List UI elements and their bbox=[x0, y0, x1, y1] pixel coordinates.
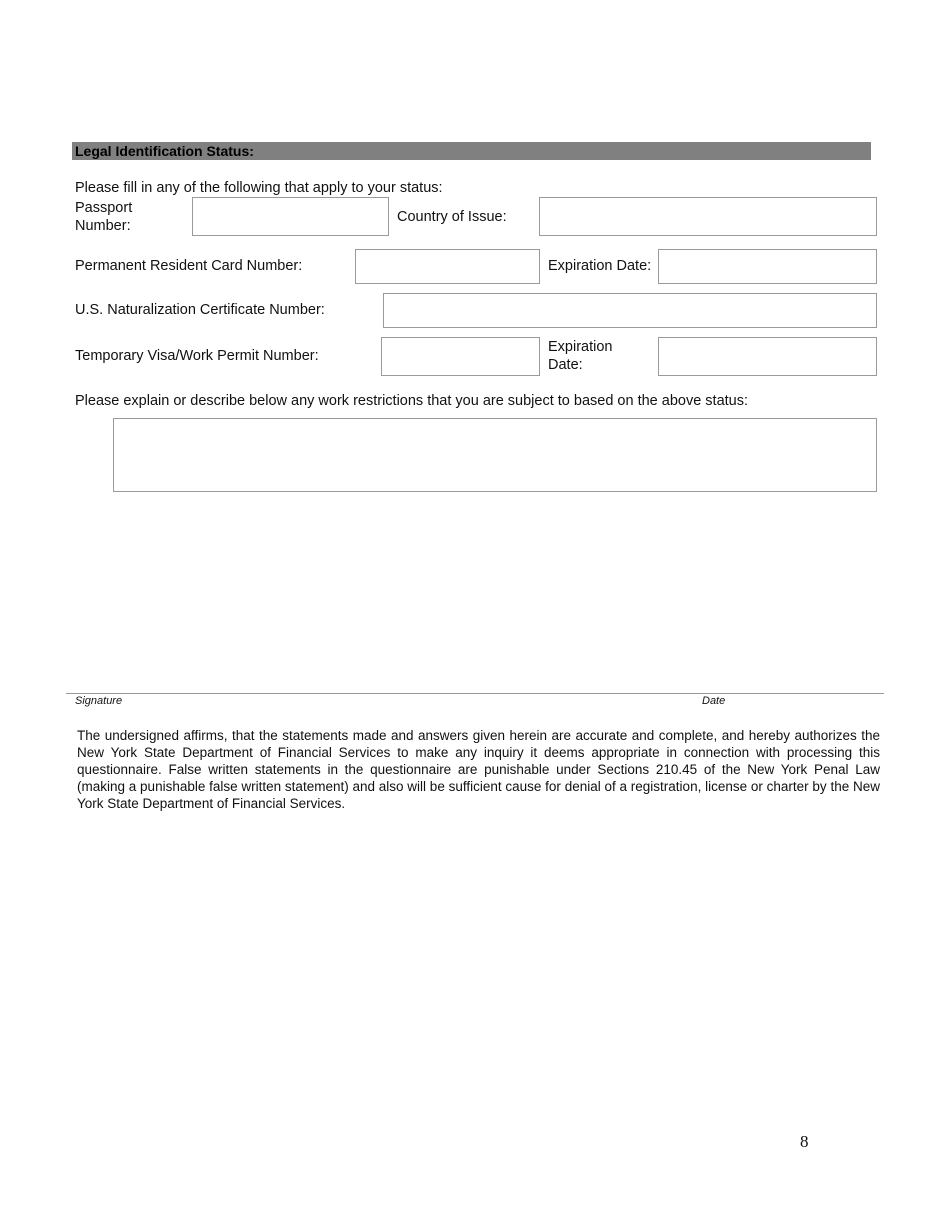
visa-expiration-date-field[interactable] bbox=[658, 337, 877, 376]
instructions-text: Please fill in any of the following that apply to your status: bbox=[75, 180, 443, 196]
temporary-visa-label: Temporary Visa/Work Permit Number: bbox=[75, 348, 319, 364]
prc-expiration-date-field[interactable] bbox=[658, 249, 877, 284]
passport-number-field[interactable] bbox=[192, 197, 389, 236]
naturalization-certificate-label: U.S. Naturalization Certificate Number: bbox=[75, 302, 325, 318]
work-restrictions-prompt: Please explain or describe below any work restrictions that you are subject to based on the above status: bbox=[75, 393, 749, 409]
page-number: 8 bbox=[800, 1132, 809, 1151]
permanent-resident-card-label: Permanent Resident Card Number: bbox=[75, 258, 303, 274]
country-of-issue-field[interactable] bbox=[539, 197, 877, 236]
country-of-issue-label: Country of Issue: bbox=[397, 209, 507, 225]
date-label: Date bbox=[702, 695, 726, 707]
affirmation-paragraph: The undersigned affirms, that the statements made and answers given herein are accurate and complete, and hereby authorizes the New York State Department of Financial Services to make any inquiry it deems appropriate in connection with processing this questionnaire. False written statements in the questionnaire are punishable under Sections 210.45 of the New York Penal Law (making a punishable false written statement) and also will be sufficient cause for denial of a registration, license or charter by the New York State Department of Financial Services. bbox=[77, 728, 880, 811]
signature-line[interactable] bbox=[66, 693, 884, 694]
temporary-visa-field[interactable] bbox=[381, 337, 540, 376]
prc-expiration-date-label: Expiration Date: bbox=[548, 258, 652, 274]
signature-label: Signature bbox=[75, 695, 123, 707]
permanent-resident-card-field[interactable] bbox=[355, 249, 540, 284]
visa-expiration-date-label: Expiration Date: bbox=[548, 339, 613, 373]
naturalization-certificate-field[interactable] bbox=[383, 293, 877, 328]
passport-number-label: Passport Number: bbox=[75, 200, 133, 234]
work-restrictions-textarea[interactable] bbox=[113, 418, 877, 492]
section-header: Legal Identification Status: bbox=[72, 142, 871, 160]
